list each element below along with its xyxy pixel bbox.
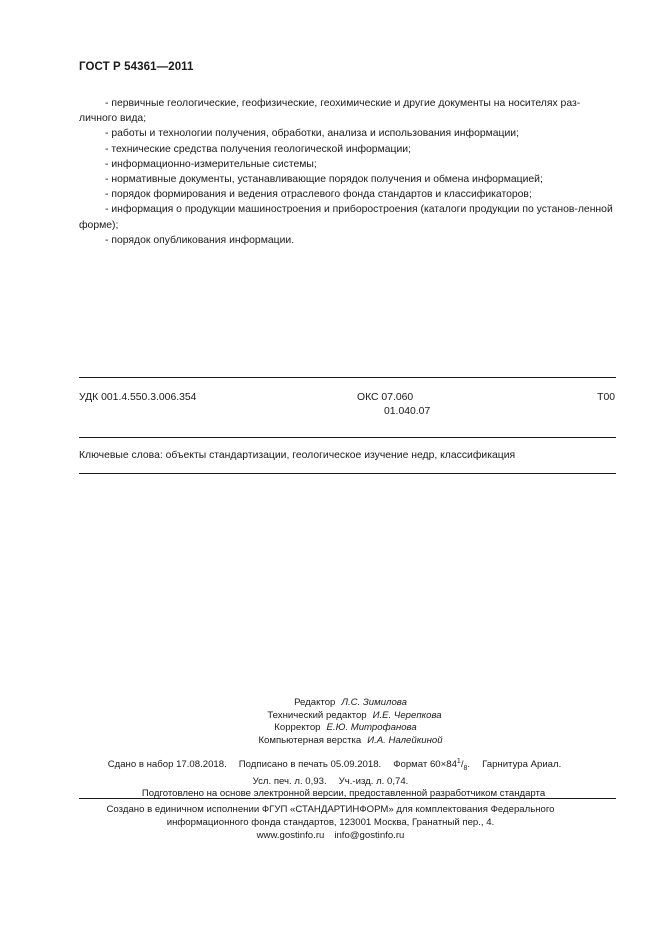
editor-name: Л.С. Зимилова: [341, 697, 407, 708]
scope-list: [79, 96, 616, 248]
tech-editor-role: Технический редактор: [267, 709, 367, 721]
publisher-email: info@gostinfo.ru: [334, 829, 405, 841]
list-item: - нормативные документы, устанавливающие порядок получения и обмена информацией;: [105, 174, 543, 186]
list-item: - порядок формирования и ведения отраслевого фонда стандартов и классификаторов;: [105, 189, 532, 201]
divider-top: [79, 377, 616, 378]
paper-format-sup: 1: [456, 758, 461, 765]
corrector-credit: [0, 722, 661, 735]
typeface: Гарнитура Ариал.: [482, 759, 562, 771]
signed-date: Подписано в печать 05.09.2018.: [238, 759, 382, 771]
paper-format: [393, 758, 471, 773]
editor-credit: [0, 697, 661, 710]
layout-credit: [0, 735, 661, 748]
layout-name: И.А. Налейкиной: [367, 734, 443, 746]
oks-code-primary: ОКС 07.060: [357, 392, 414, 403]
paper-format-suffix: .: [467, 759, 471, 771]
editor-role: Редактор: [294, 697, 336, 708]
corrector-name: Е.Ю. Митрофанова: [326, 722, 417, 734]
sent-date: Сдано в набор 17.08.2018.: [107, 759, 227, 771]
prepared-note: Подготовлено на основе электронной версии, предоставленной разработчиком стандарта: [141, 788, 546, 800]
list-item: - первичные геологические, геофизические, геохимические и другие документы на носителях раз-личного вида;: [79, 98, 581, 125]
list-item: - информация о продукции машиностроения и приборостроения (каталоги продукции по установ-ленной форме);: [79, 204, 613, 231]
publisher-website: www.gostinfo.ru: [256, 829, 325, 841]
keywords-line: Ключевые слова: объекты стандартизации, геологическое изучение недр, классификация: [79, 450, 516, 461]
divider-keywords: [79, 473, 616, 474]
document-code-header: ГОСТ Р 54361—2011: [79, 61, 194, 73]
imprint-row: [0, 756, 661, 776]
paper-format-slash: /: [460, 759, 464, 771]
imprint-block: [0, 756, 661, 801]
tech-editor-credit: [0, 710, 661, 723]
layout-role: Компьютерная верстка: [258, 734, 362, 746]
divider-middle: [79, 437, 616, 438]
publication-sheets: Уч.-изд. л. 0,74.: [338, 775, 409, 787]
list-item: - порядок опубликования информации.: [105, 234, 295, 246]
paper-format-sub: 8: [463, 765, 468, 773]
publisher-block: [0, 804, 661, 842]
list-item: - информационно-измерительные системы;: [105, 158, 317, 170]
publisher-address: информационного фонда стандартов, 123001 Москва, Гранатный пер., 4.: [166, 816, 495, 828]
oks-code-secondary: 01.040.07: [384, 406, 431, 417]
list-item: - технические средства получения геологической информации;: [105, 143, 411, 155]
corrector-role: Корректор: [274, 722, 321, 734]
paper-format-prefix: Формат 60×84: [393, 759, 457, 771]
divider-bottom: [79, 798, 616, 799]
print-sheets: Усл. печ. л. 0,93.: [252, 775, 327, 787]
publisher-line: Создано в единичном исполнении ФГУП «СТАНДАРТИНФОРМ» для комплектования Федерального: [106, 804, 555, 815]
credits-block: [0, 697, 661, 747]
list-item: - работы и технологии получения, обработки, анализа и использования информации;: [105, 128, 519, 140]
udk-code: УДК 001.4.550.3.006.354: [79, 392, 197, 403]
classification-group-code: Т00: [597, 392, 615, 403]
publisher-contacts: [0, 830, 661, 843]
tech-editor-name: И.Е. Черепкова: [372, 709, 442, 721]
imprint-row: [0, 776, 661, 789]
